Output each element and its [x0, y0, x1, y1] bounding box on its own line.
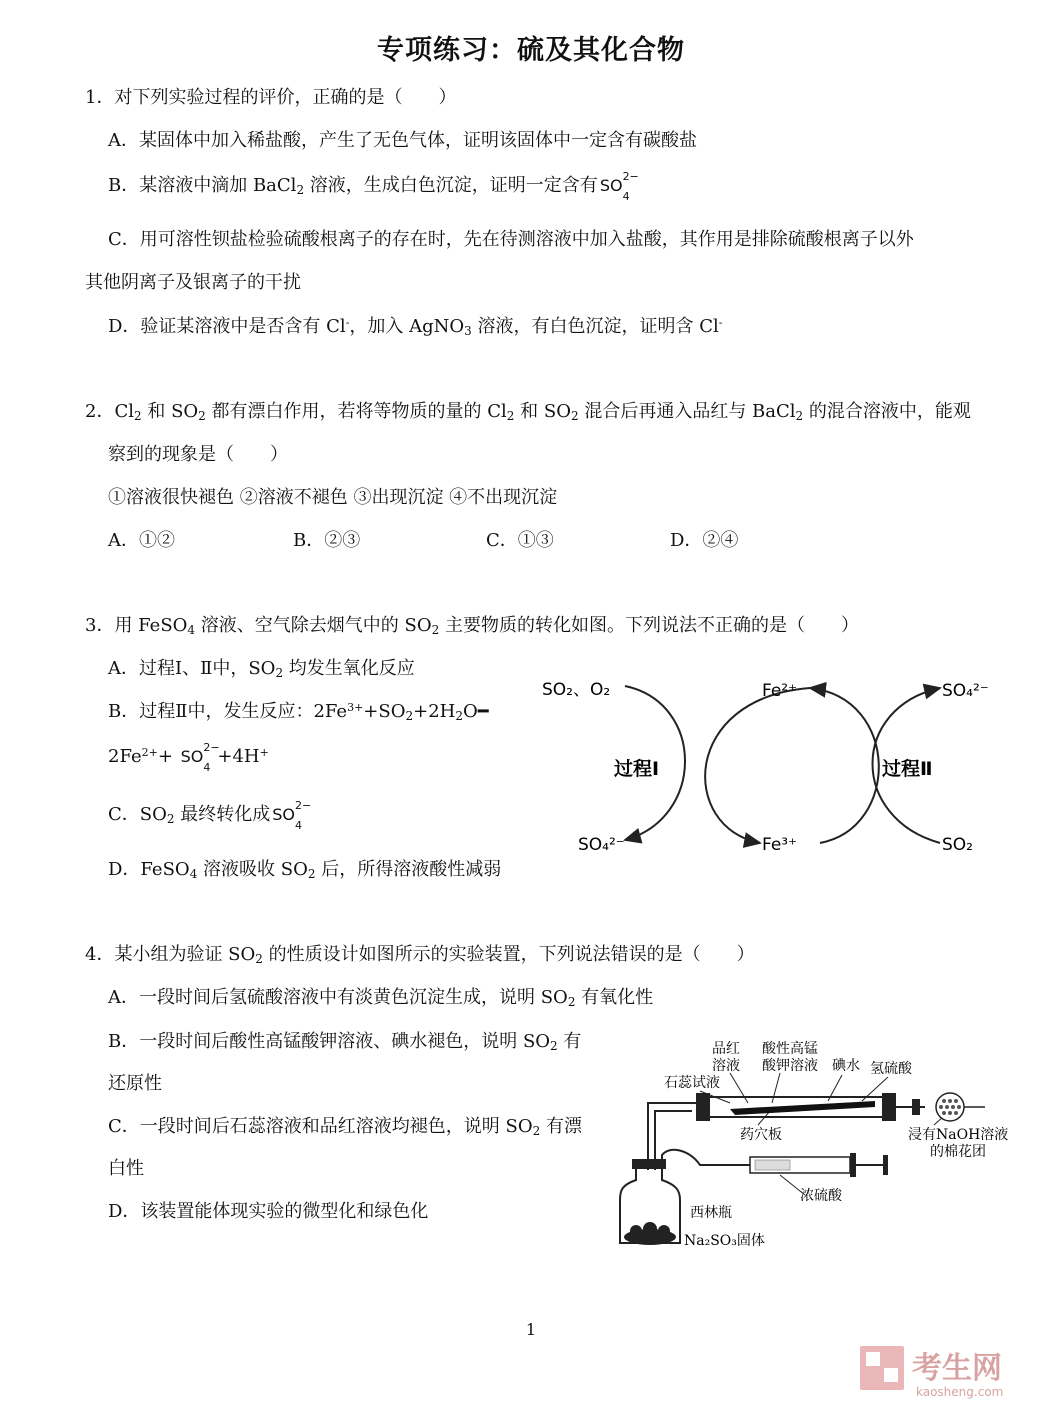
label-iodine: 碘水: [832, 1058, 860, 1074]
q2-stem-line2: 察到的现象是（ ）: [108, 444, 288, 465]
label-acid: 浓硫酸: [800, 1188, 842, 1204]
label-litmus: 石蕊试液: [664, 1075, 720, 1091]
tube-stopper-left: [696, 1093, 710, 1121]
label-pinhong: 品红: [712, 1041, 740, 1057]
diagram-sulfate-right: SO₄²⁻: [942, 681, 989, 701]
diagram-fe2: Fe²⁺: [762, 681, 798, 701]
label-kmno4-2: 酸钾溶液: [762, 1058, 818, 1074]
q1-option-a: A．某固体中加入稀盐酸，产生了无色气体，证明该固体中一定含有碳酸盐: [108, 130, 697, 151]
q4-stem: 4．某小组为验证 $SO_2$ 的性质设计如图所示的实验装置，下列说法错误的是（ ）: [85, 944, 755, 966]
diagram-fe3: Fe³⁺: [762, 835, 798, 855]
q4-option-c-line1: C．一段时间后石蕊溶液和品红溶液均褪色，说明 $SO_2$ 有漂: [108, 1116, 582, 1138]
label-plate: 药穴板: [740, 1127, 782, 1143]
q1-b-sub: 2: [296, 183, 305, 197]
watermark-url: kaosheng.com: [916, 1385, 1004, 1399]
label-kmno4: 酸性高锰: [762, 1041, 818, 1057]
q4-option-d: D．该装置能体现实验的微型化和绿色化: [108, 1201, 429, 1222]
apparatus-diagram: [600, 1035, 1020, 1255]
q1-b-pre: B．某溶液中滴加 BaCl: [108, 175, 297, 196]
q4-option-b-line1: B．一段时间后酸性高锰酸钾溶液、碘水褪色，说明 $SO_2$ 有: [108, 1031, 582, 1053]
q2-option-b: B．②③: [293, 530, 361, 551]
watermark-text: 考生网: [912, 1351, 1002, 1386]
q3-option-a: A．过程Ⅰ、Ⅱ中，$SO_2$ 均发生氧化反应: [108, 658, 415, 680]
q1-option-b: [108, 170, 639, 203]
q2-option-d: D．②④: [670, 530, 739, 551]
sulfate-ion: SO 2− 4: [272, 799, 312, 832]
q1-option-d: D．验证某溶液中是否含有 Cl-，加入 AgNO$_3$ 溶液，有白色沉淀，证明含 Cl-: [108, 316, 723, 338]
q2-stem-line1: 2．$Cl_2$ 和 $SO_2$ 都有漂白作用，若将等物质的量的 $Cl_2$ 和 $SO_2$ 混合后再通入品红与 BaCl$_2$ 的混合溶液中，能观: [85, 401, 971, 423]
q3-option-b-line1: B．过程Ⅱ中，发生反应：$2Fe^{3+}+SO_2+2H_2O━$: [108, 701, 489, 723]
q4-option-b-line2: 还原性: [108, 1073, 162, 1094]
tube-stopper-right: [882, 1093, 896, 1121]
q3-option-d: D．FeSO$_4$ 溶液吸收 $SO_2$ 后，所得溶液酸性减弱: [108, 859, 502, 881]
label-solid: Na₂SO₃固体: [684, 1233, 765, 1249]
q1-option-c-line1: C．用可溶性钡盐检验硫酸根离子的存在时，先在待测溶液中加入盐酸，其作用是排除硫酸根离子以外: [108, 229, 914, 250]
conversion-cycle-diagram: [530, 668, 1000, 868]
q1-stem: 1．对下列实验过程的评价，正确的是（ ）: [85, 87, 457, 108]
page-number: 1: [525, 1320, 537, 1339]
q2-option-a: A．①②: [108, 530, 175, 551]
sulfate-ion: SO 2− 4: [599, 170, 639, 203]
watermark-logo-icon: [858, 1340, 1048, 1400]
sulfate-ion: SO 2− 4: [180, 741, 220, 774]
flask-stopper: [632, 1159, 666, 1169]
drug-well-plate: [730, 1101, 875, 1115]
q2-items: ①溶液很快褪色 ②溶液不褪色 ③出现沉淀 ④不出现沉淀: [108, 487, 558, 508]
q3-option-c: C．$SO_2$ 最终转化成 SO 2− 4: [108, 799, 312, 832]
q3-option-b-line2: $2Fe^{2+}+$ SO 2− 4 +4H+: [108, 741, 269, 774]
label-pinhong-2: 溶液: [712, 1058, 740, 1074]
q1-b-post: 溶液，生成白色沉淀，证明一定含有: [304, 175, 598, 196]
watermark: [858, 1340, 1048, 1400]
label-naoh-2: 的棉花团: [930, 1144, 986, 1160]
process2-arc-left: [810, 688, 879, 843]
diagram-process1: 过程Ⅰ: [614, 758, 660, 780]
q3-stem: 3．用 FeSO$_4$ 溶液、空气除去烟气中的 $SO_2$ 主要物质的转化如图。下列说法不正确的是（ ）: [85, 615, 859, 637]
process1-arc-right: [705, 688, 810, 843]
q2-option-c: C．①③: [486, 530, 554, 551]
diagram-sulfate-left: SO₄²⁻: [578, 835, 625, 855]
q4-option-a: A．一段时间后氢硫酸溶液中有淡黄色沉淀生成，说明 $SO_2$ 有氧化性: [108, 987, 654, 1009]
q1-option-c-line2: 其他阴离子及银离子的干扰: [85, 272, 301, 293]
label-naoh: 浸有NaOH溶液: [908, 1127, 1009, 1143]
page-title: 专项练习：硫及其化合物: [377, 35, 685, 66]
label-flask: 西林瓶: [690, 1205, 732, 1221]
q4-option-c-line2: 白性: [108, 1158, 144, 1179]
diagram-so2-o2: SO₂、O₂: [542, 680, 611, 700]
diagram-process2: 过程Ⅱ: [882, 758, 933, 780]
label-h2s: 氢硫酸: [870, 1061, 912, 1077]
diagram-so2-right: SO₂: [942, 835, 973, 855]
